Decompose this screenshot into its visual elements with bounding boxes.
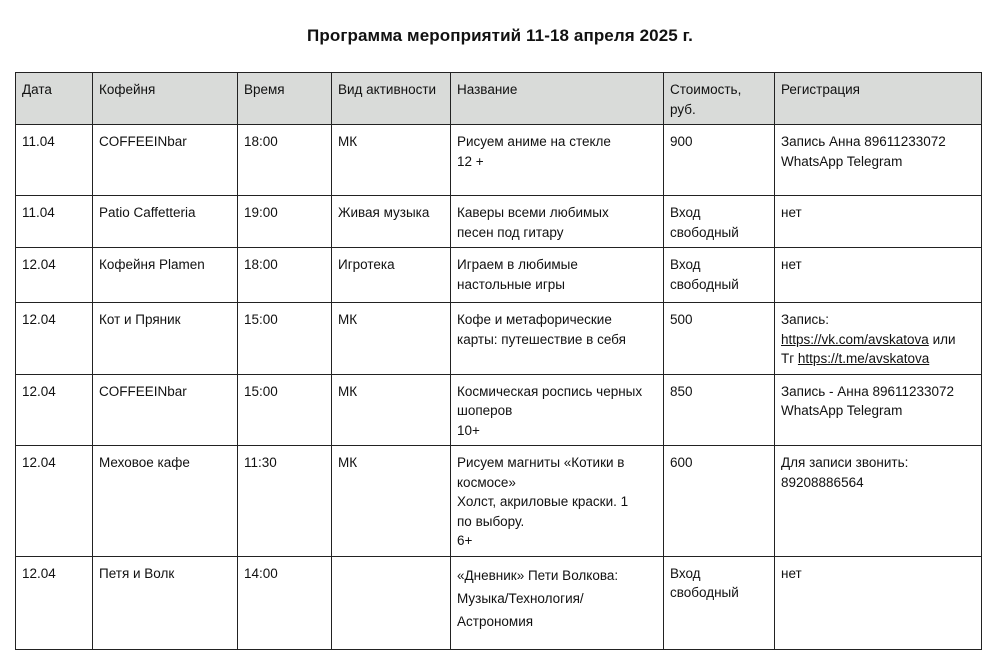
cell-cost: Вход свободный	[664, 196, 775, 248]
cell-cost: 600	[664, 446, 775, 557]
cell-cafe: COFFEEINbar	[93, 125, 238, 196]
cell-cost: 850	[664, 374, 775, 446]
cell-date: 12.04	[16, 446, 93, 557]
cell-time: 18:00	[238, 125, 332, 196]
or-text: или	[928, 331, 956, 347]
table-row	[16, 446, 982, 557]
header-activity: Вид активности	[332, 73, 451, 125]
table-row	[16, 125, 982, 196]
cell-time: 15:00	[238, 303, 332, 375]
vk-link[interactable]: https://vk.com/avskatova	[781, 331, 929, 347]
cell-date: 12.04	[16, 248, 93, 303]
cell-activity: Живая музыка	[332, 196, 451, 248]
cell-name: Космическая роспись черных шоперов 10+	[451, 374, 664, 446]
cell-name: Каверы всеми любимых песен под гитару	[451, 196, 664, 248]
header-name: Название	[451, 73, 664, 125]
cell-cafe: Patio Caffetteria	[93, 196, 238, 248]
cell-activity: МК	[332, 446, 451, 557]
table-row	[16, 248, 982, 303]
table-row	[16, 303, 982, 375]
cell-cost: Вход свободный	[664, 556, 775, 649]
cell-cafe: Кот и Пряник	[93, 303, 238, 375]
table-row	[16, 374, 982, 446]
cell-time: 15:00	[238, 374, 332, 446]
cell-date: 11.04	[16, 125, 93, 196]
cell-name: Рисуем магниты «Котики в космосе» Холст, акриловые краски. 1 по выбору. 6+	[451, 446, 664, 557]
cell-cost: 900	[664, 125, 775, 196]
table-row	[16, 556, 982, 649]
cell-registration: нет	[775, 556, 982, 649]
table-header-row	[16, 73, 982, 125]
cell-registration: нет	[775, 196, 982, 248]
cell-name: «Дневник» Пети Волкова: Музыка/Технология/ Астрономия	[451, 556, 664, 649]
tg-prefix: Тг	[781, 351, 798, 366]
cell-name: Играем в любимые настольные игры	[451, 248, 664, 303]
header-registration: Регистрация	[775, 73, 982, 125]
cell-activity: МК	[332, 303, 451, 375]
cell-registration: нет	[775, 248, 982, 303]
cell-time: 14:00	[238, 556, 332, 649]
cell-registration	[775, 303, 982, 375]
cell-cost: Вход свободный	[664, 248, 775, 303]
cell-cost: 500	[664, 303, 775, 375]
cell-time: 19:00	[238, 196, 332, 248]
cell-time: 18:00	[238, 248, 332, 303]
cell-name: Кофе и метафорические карты: путешествие в себя	[451, 303, 664, 375]
cell-cafe: Кофейня Plamen	[93, 248, 238, 303]
cell-activity: МК	[332, 374, 451, 446]
cell-cafe: Петя и Волк	[93, 556, 238, 649]
table-row	[16, 196, 982, 248]
header-time: Время	[238, 73, 332, 125]
cell-date: 12.04	[16, 374, 93, 446]
registration-label: Запись:	[781, 312, 830, 327]
header-date: Дата	[16, 73, 93, 125]
cell-activity: МК	[332, 125, 451, 196]
cell-time: 11:30	[238, 446, 332, 557]
telegram-link[interactable]: https://t.me/avskatova	[797, 351, 930, 366]
cell-date: 11.04	[16, 196, 93, 248]
cell-cafe: Меховое кафе	[93, 446, 238, 557]
cell-registration: Для записи звонить: 89208886564	[775, 446, 982, 557]
cell-date: 12.04	[16, 303, 93, 375]
cell-activity	[332, 556, 451, 649]
events-table	[15, 72, 982, 650]
header-cafe: Кофейня	[93, 73, 238, 125]
cell-date: 12.04	[16, 556, 93, 649]
page-title: Программа мероприятий 11-18 апреля 2025 г.	[307, 26, 693, 45]
cell-name: Рисуем аниме на стекле 12 +	[451, 125, 664, 196]
cell-activity: Игротека	[332, 248, 451, 303]
header-cost: Стоимость, руб.	[664, 73, 775, 125]
cell-registration: Запись Анна 89611233072 WhatsApp Telegram	[775, 125, 982, 196]
cell-cafe: COFFEEINbar	[93, 374, 238, 446]
cell-registration: Запись - Анна 89611233072 WhatsApp Telegram	[775, 374, 982, 446]
